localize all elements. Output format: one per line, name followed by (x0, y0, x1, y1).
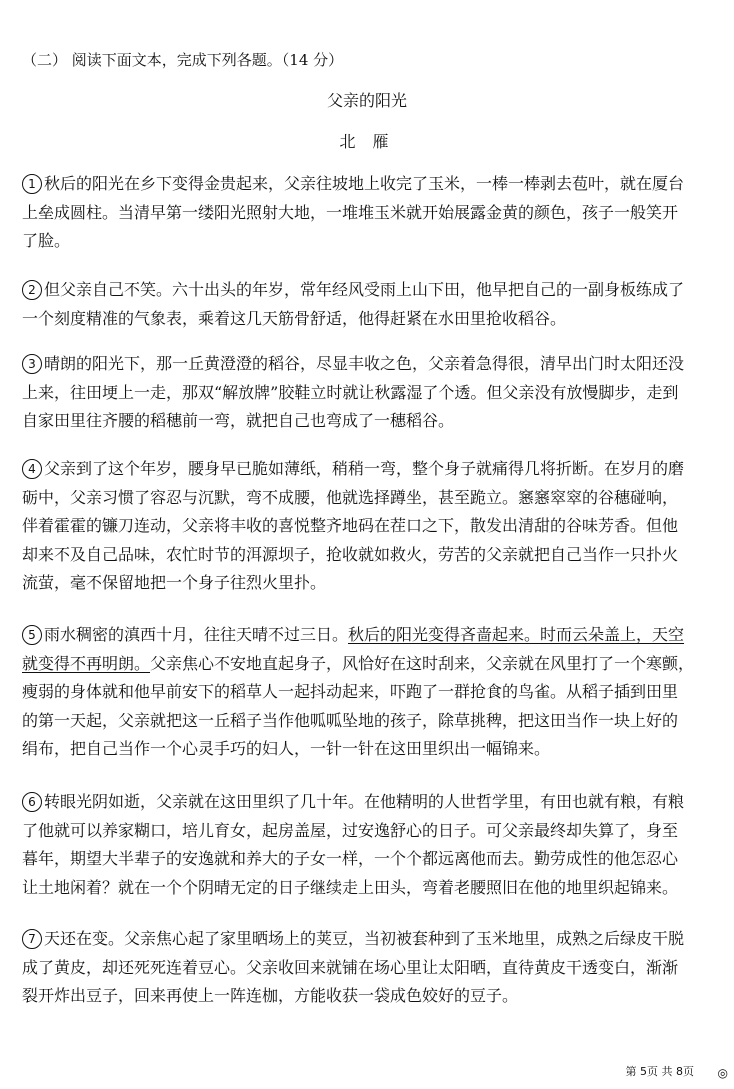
paragraph-line: 砺中，父亲习惯了容忍与沉默，弯不成腰，他就选择蹲坐，甚至跪立。窸窸窣窣的谷穗碰响， (22, 487, 679, 507)
paragraph-line: 上垒成圆柱。当清早第一缕阳光照射大地，一堆堆玉米就开始展露金黄的颜色，孩子一般笑开 (22, 202, 679, 222)
paragraph-number: 3 (22, 354, 42, 374)
section-header: （二） 阅读下面文本，完成下列各题。（14 分） (22, 51, 344, 69)
paragraph-line: 上来，往田埂上一走，那双“解放牌”胶鞋立时就让秋露湿了个透。但父亲没有放慢脚步，走到 (22, 382, 679, 402)
paragraph-number: 7 (22, 929, 42, 949)
paragraph-number: 6 (22, 792, 42, 812)
paragraph-3 (22, 350, 716, 436)
footer-mark-icon: ◎ (717, 1066, 728, 1080)
paragraph-line: 流萤，毫不保留地把一个身子往烈火里扑。 (22, 573, 327, 592)
paragraph-line: 3 晴朗的阳光下，那一丘黄澄澄的稻谷，尽显丰收之色，父亲着急得很，清早出门时太阳还没 (22, 350, 716, 379)
paragraph-number: 5 (22, 625, 42, 645)
paragraph-line: 2 但父亲自己不笑。六十出头的年岁，常年经风受雨上山下田，他早把自己的一副身板练成了 (22, 276, 716, 305)
paragraph-line: 成了黄皮，却还死死连着豆心。父亲收回来就铺在场心里让太阳晒，直待黄皮干透变白，渐渐 (22, 957, 679, 977)
paragraph-1 (22, 170, 716, 256)
paragraph-line: 暮年，期望大半辈子的安逸就和养大的子女一样，一个个都远离他而去。勤劳成性的他怎忍心 (22, 849, 679, 868)
paragraph-line: 了他就可以养家糊口，培儿育女，起房盖屋，过安逸舒心的日子。可父亲最终却失算了，身至 (22, 820, 679, 840)
article-title: 父亲的阳光 (326, 91, 407, 110)
page-number: 第 5页 共 8页 (625, 1065, 694, 1078)
paragraph-line: 伴着霍霍的镰刀连动，父亲将丰收的喜悦整齐地码在茬口之下，散发出清甜的谷味芳香。但他 (22, 516, 679, 535)
paragraph-2 (22, 276, 716, 333)
underlined-sentence: 秋后的阳光变得吝啬起来。时而云朵盖上，天空 (348, 625, 685, 644)
paragraph-6 (22, 788, 716, 902)
paragraph-line: 自家田里往齐腰的稻穗前一弯，就把自己也弯成了一穗稻谷。 (22, 411, 455, 430)
paragraph-line: 瘦弱的身体就和他早前安下的稻草人一起抖动起来，吓跑了一群抢食的鸟雀。从稻子插到田里 (22, 682, 679, 701)
paragraph-line: 裂开炸出豆子，回来再使上一阵连枷，方能收获一袋成色姣好的豆子。 (22, 986, 519, 1005)
paragraph-line: 让土地闲着？就在一个个阴晴无定的日子继续走上田头，弯着老腰照旧在他的地里织起锦来。 (22, 877, 679, 897)
paragraph-line: 4 父亲到了这个年岁，腰身早已脆如薄纸，稍稍一弯，整个身子就痛得几将折断。在岁月的磨 (22, 455, 716, 484)
paragraph-line: 却来不及自己品味，农忙时节的洱源坝子，抢收就如救火，劳苦的父亲就把自己当作一只扑火 (22, 544, 679, 564)
underlined-sentence: 就变得不再明朗。 (22, 653, 151, 673)
paragraph-line: 7 天还在变。父亲焦心起了家里晒场上的荚豆，当初被套种到了玉米地里，成熟之后绿皮干脱 (22, 925, 716, 954)
article-author: 北 雁 (339, 132, 395, 151)
paragraph-5 (22, 621, 716, 764)
paragraph-line: 了脸。 (22, 231, 71, 250)
paragraph-line: 一个刻度精准的气象表，乘着这几天筋骨舒适，他得赶紧在水田里抢收稻谷。 (22, 308, 567, 328)
paragraph-number: 2 (22, 280, 42, 300)
paragraph-4 (22, 455, 716, 598)
paragraph-line: 的第一天起，父亲就把这一丘稻子当作他呱呱坠地的孩子，除草挑稗，把这田当作一块上好的 (22, 710, 679, 730)
paragraph-line: 1 秋后的阳光在乡下变得金贵起来，父亲往坡地上收完了玉米，一棒一棒剥去苞叶，就在厦台 (22, 170, 716, 199)
paragraph-7 (22, 925, 716, 1011)
paragraph-line: 5 雨水稠密的滇西十月，往往天晴不过三日。秋后的阳光变得吝啬起来。时而云朵盖上，天空 (22, 621, 716, 650)
paragraph-number: 4 (22, 459, 42, 479)
paragraph-line: 绢布，把自己当作一个心灵手巧的妇人，一针一针在这田里织出一幅锦来。 (22, 739, 551, 758)
paragraph-line: 就变得不再明朗。父亲焦心不安地直起身子，风恰好在这时刮来，父亲就在风里打了一个寒颤， (22, 653, 695, 673)
paragraph-line: 6 转眼光阴如逝，父亲就在这田里织了几十年。在他精明的人世哲学里，有田也就有粮，有粮 (22, 788, 716, 817)
paragraph-number: 1 (22, 174, 42, 194)
